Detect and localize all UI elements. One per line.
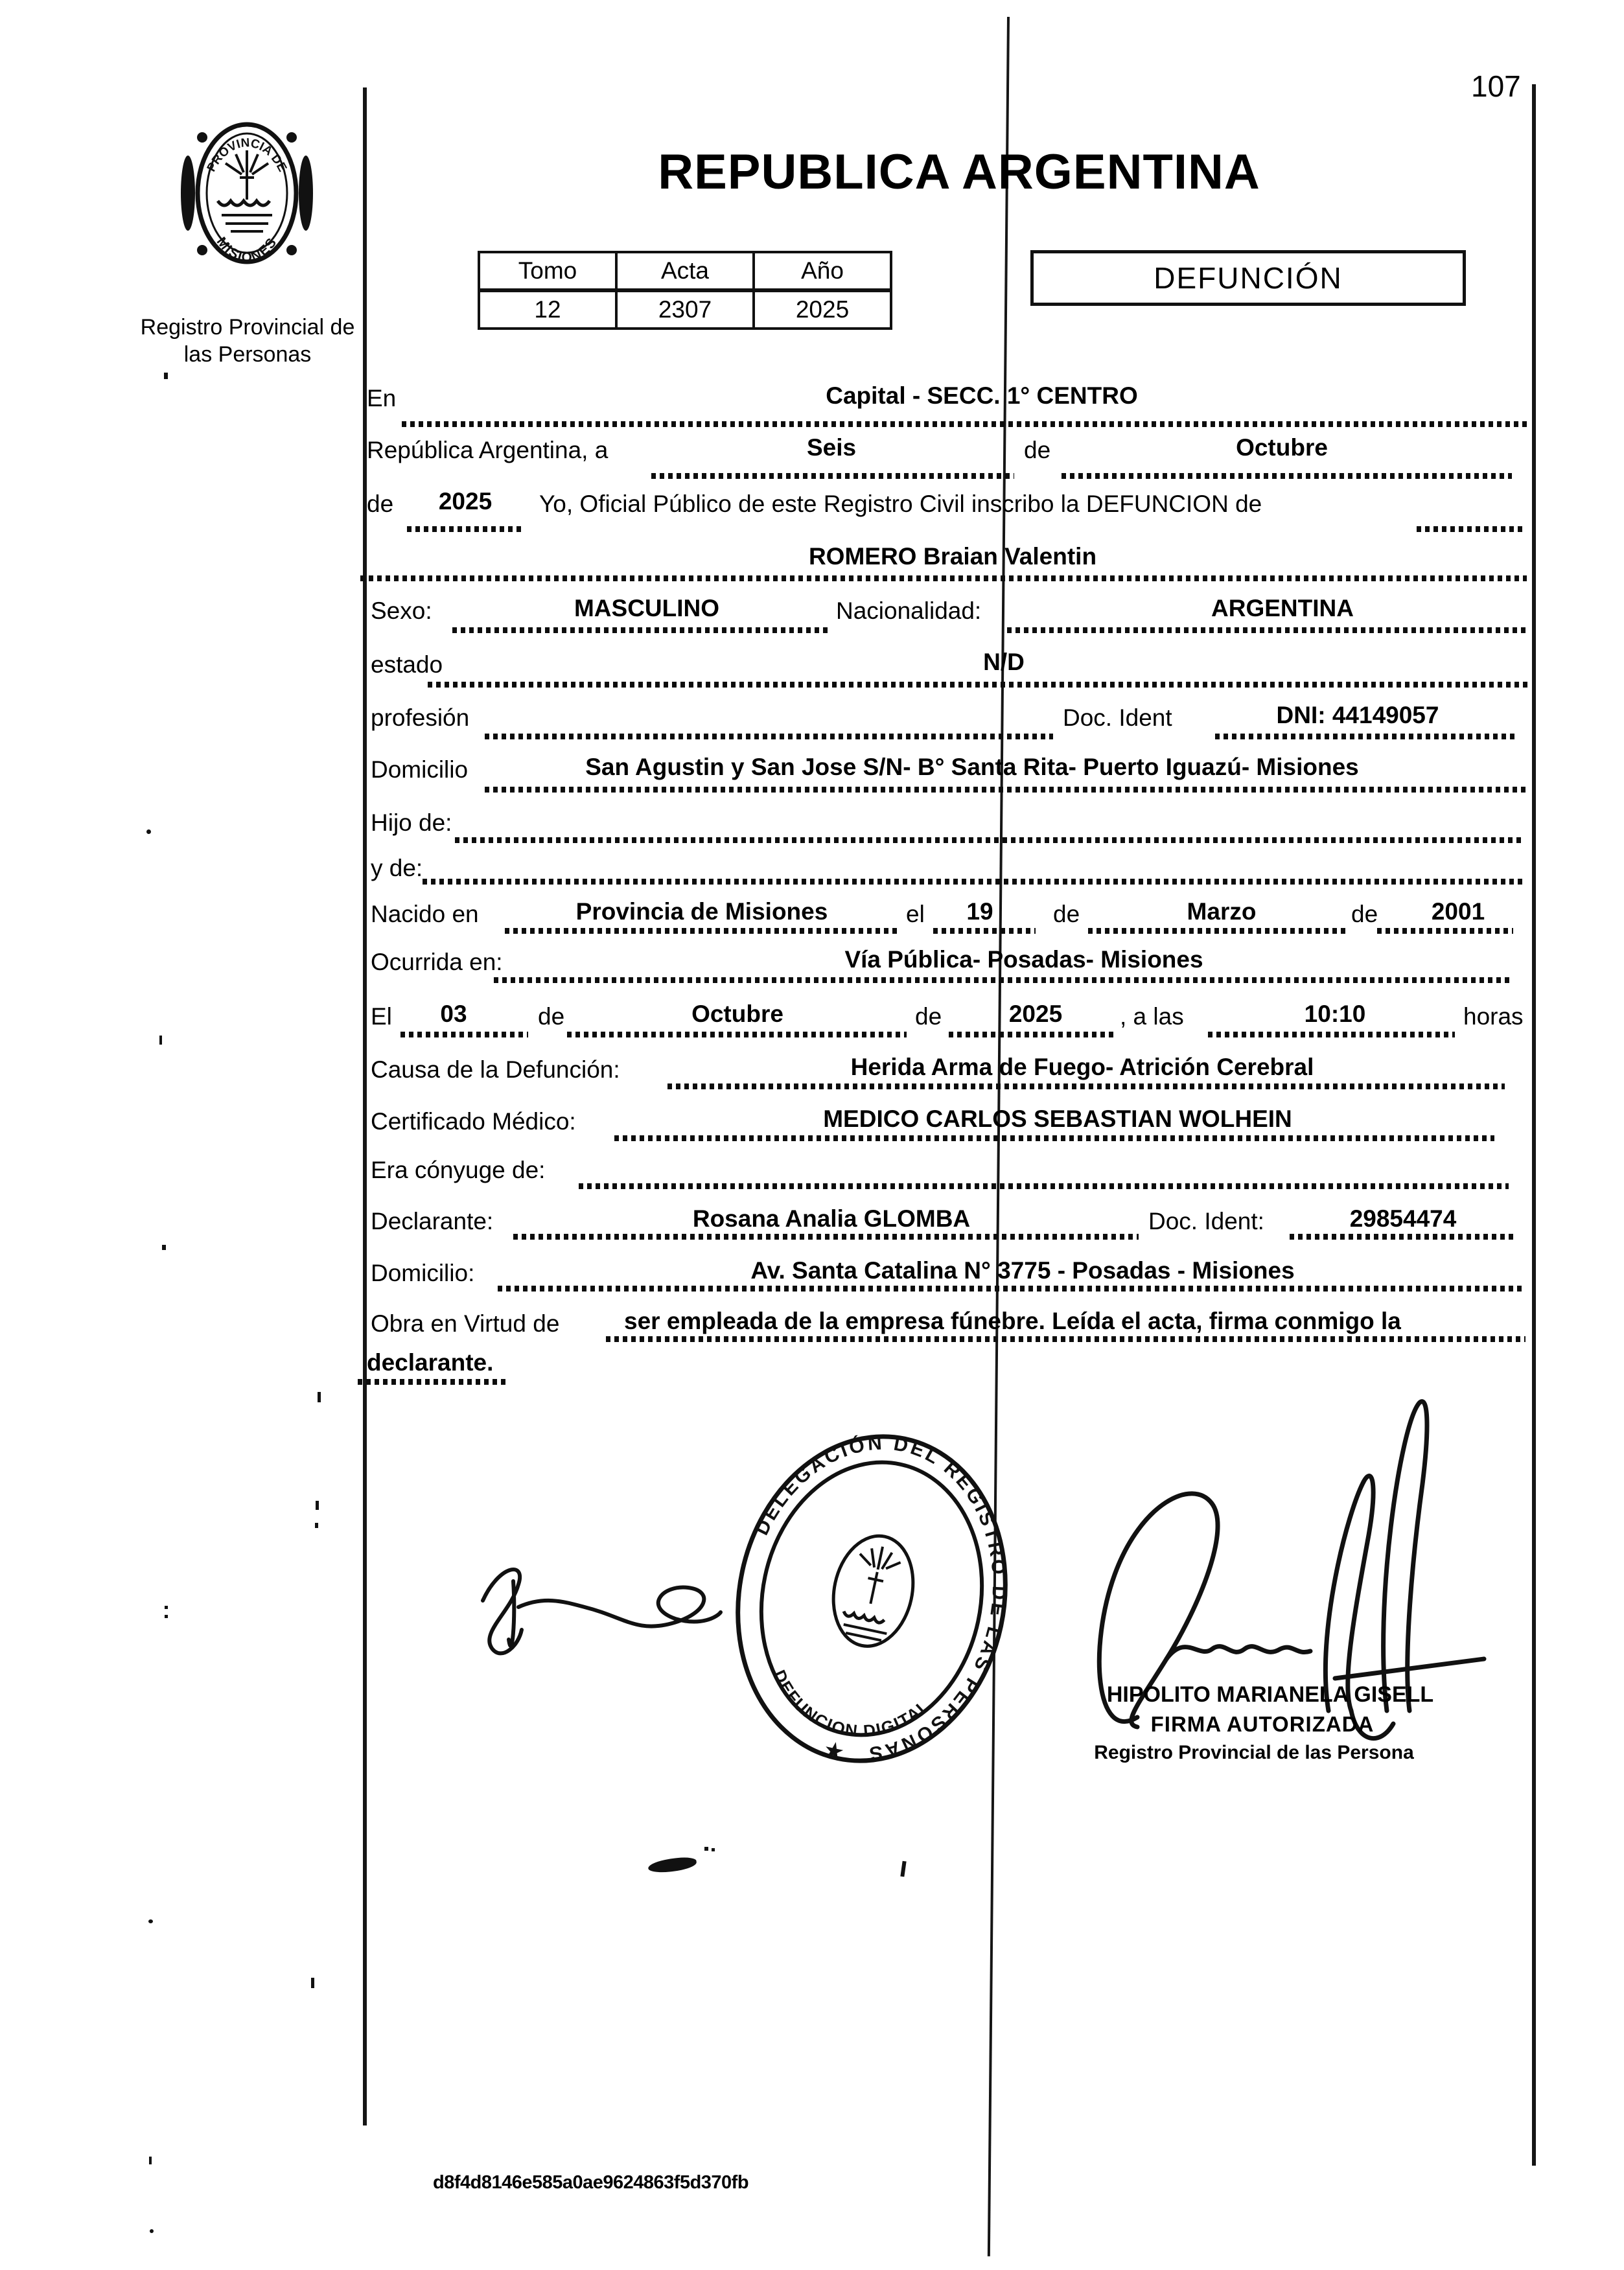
field-declarante-domicilio-value: Av. Santa Catalina N° 3775 - Posadas - Misiones <box>750 1257 1295 1284</box>
field-domicilio2-label: Domicilio: <box>371 1260 475 1286</box>
dotted-rule <box>452 627 830 633</box>
ink-speck <box>318 1392 321 1402</box>
field-death-month-value: Octubre <box>691 1001 783 1027</box>
field-deceased-name: ROMERO Braian Valentin <box>808 543 1097 570</box>
field-de5-label: de <box>538 1003 565 1030</box>
authorized-role: FIRMA AUTORIZADA <box>1150 1712 1375 1736</box>
ink-speck <box>712 1848 715 1851</box>
field-en-label: En <box>367 385 397 411</box>
letterhead-caption-line1: Registro Provincial de <box>140 315 355 340</box>
field-el1-label: el <box>906 901 925 927</box>
registry-value-tomo: 12 <box>479 290 616 329</box>
field-el2-label: El <box>371 1003 392 1030</box>
authorized-organization: Registro Provincial de las Persona <box>1094 1742 1414 1763</box>
dotted-rule <box>651 473 1014 479</box>
dotted-rule <box>1061 473 1512 479</box>
field-domicilio-label: Domicilio <box>371 756 469 783</box>
field-birth-month-value: Marzo <box>1187 898 1257 925</box>
dotted-rule <box>423 879 1524 885</box>
field-certificado-label: Certificado Médico: <box>371 1108 576 1135</box>
document-title: REPUBLICA ARGENTINA <box>658 145 1260 200</box>
ink-speck <box>704 1847 708 1851</box>
field-estado-value: N/D <box>983 649 1025 675</box>
field-birth-year-value: 2001 <box>1431 898 1485 925</box>
dotted-rule <box>498 1286 1525 1291</box>
stamp-star-icon: ★ <box>820 1735 848 1766</box>
dotted-rule <box>579 1183 1509 1189</box>
record-type-label: DEFUNCIÓN <box>1154 261 1343 295</box>
dotted-rule <box>1007 627 1529 633</box>
ink-speck <box>900 1861 906 1877</box>
registry-table-value-row <box>479 290 891 329</box>
field-sexo-label: Sexo: <box>371 597 432 624</box>
ink-speck <box>316 1501 319 1510</box>
field-obra-text: ser empleada de la empresa fúnebre. Leída el acta, firma conmigo la <box>624 1308 1401 1334</box>
provincial-seal-logo <box>180 104 314 283</box>
dotted-rule <box>1290 1234 1517 1240</box>
field-death-place-value: Vía Pública- Posadas- Misiones <box>844 946 1203 973</box>
dotted-rule <box>360 575 1527 581</box>
dotted-rule <box>1417 526 1525 532</box>
right-border-line <box>1532 84 1536 2166</box>
ink-speck <box>146 829 151 834</box>
field-declarante-value: Rosana Analia GLOMBA <box>692 1205 971 1232</box>
ink-speck <box>150 2229 154 2233</box>
field-nacido-label: Nacido en <box>371 901 479 927</box>
ink-speck <box>149 2157 152 2164</box>
dotted-rule <box>455 837 1524 843</box>
field-nacionalidad-label: Nacionalidad: <box>836 597 982 624</box>
ink-speck <box>165 1615 168 1618</box>
ink-speck <box>165 1606 168 1609</box>
registry-header-tomo: Tomo <box>479 252 616 290</box>
field-de3-label: de <box>1053 901 1080 927</box>
field-birth-place-value: Provincia de Misiones <box>575 898 828 925</box>
field-conyuge-label: Era cónyuge de: <box>371 1157 546 1183</box>
dotted-rule <box>358 1379 509 1385</box>
seal-bottom-text: MISIONES <box>213 234 281 266</box>
dotted-rule <box>407 526 524 532</box>
stamp-ring-text: DELEGACIÓN DEL REGISTRO DE LAS PERSONAS <box>750 1432 1010 1765</box>
record-type-box <box>1030 250 1466 306</box>
letterhead-caption-line2: las Personas <box>183 342 312 367</box>
field-certificado-value: MEDICO CARLOS SEBASTIAN WOLHEIN <box>823 1106 1292 1132</box>
ink-speck <box>162 1245 166 1250</box>
field-doc-ident-value: DNI: 44149057 <box>1276 702 1439 728</box>
field-month1-value: Octubre <box>1236 434 1328 461</box>
field-de6-label: de <box>915 1003 942 1030</box>
field-year1-value: 2025 <box>438 488 493 515</box>
field-domicilio-value: San Agustin y San Jose S/N- B° Santa Rita- Puerto Iguazú- Misiones <box>585 754 1359 780</box>
field-obra-text2: declarante. <box>367 1349 494 1376</box>
field-death-day-value: 03 <box>440 1001 467 1027</box>
registry-value-anio: 2025 <box>754 290 891 329</box>
ink-speck <box>311 1978 314 1988</box>
field-doc-ident-label: Doc. Ident <box>1063 704 1172 731</box>
field-causa-value: Herida Arma de Fuego- Atrición Cerebral <box>850 1054 1314 1080</box>
registry-header-anio: Año <box>754 252 891 290</box>
stamp-inner-text: DEFUNCION DIGITAL <box>769 1667 934 1741</box>
field-death-time-value: 10:10 <box>1304 1001 1366 1027</box>
dotted-rule <box>567 1032 907 1037</box>
field-sexo-value: MASCULINO <box>574 595 720 621</box>
field-obra-label: Obra en Virtud de <box>371 1310 560 1337</box>
field-place-value: Capital - SECC. 1° CENTRO <box>826 382 1138 409</box>
ink-smudge <box>647 1856 697 1874</box>
inscribe-text: Yo, Oficial Público de este Registro Civil inscribo la DEFUNCION de <box>539 491 1262 517</box>
dotted-rule <box>667 1083 1505 1089</box>
field-doc-ident2-label: Doc. Ident: <box>1148 1208 1264 1234</box>
field-birth-day-value: 19 <box>966 898 993 925</box>
dotted-rule <box>949 1032 1115 1037</box>
ink-speck <box>148 1919 153 1923</box>
dotted-rule <box>428 682 1527 688</box>
delegation-stamp <box>703 1416 1040 1782</box>
officer-signature <box>454 1542 745 1691</box>
field-horas-label: horas <box>1463 1003 1524 1030</box>
page-number: 107 <box>1471 69 1521 103</box>
field-republica-label: República Argentina, a <box>367 437 609 463</box>
dotted-rule <box>513 1234 1139 1240</box>
field-y-de-label: y de: <box>371 855 423 881</box>
document-hash: d8f4d8146e585a0ae9624863f5d370fb <box>433 2172 749 2193</box>
dotted-rule <box>400 1032 528 1037</box>
seal-center-sketch <box>218 150 272 231</box>
authorized-name: HIPOLITO MARIANELA GISELL <box>1106 1682 1434 1707</box>
seal-right-ornament <box>299 156 313 231</box>
field-de1-label: de <box>1024 437 1051 463</box>
dotted-rule <box>1088 928 1345 934</box>
dotted-rule <box>614 1135 1494 1141</box>
field-ocurrida-label: Ocurrida en: <box>371 949 503 975</box>
ink-speck <box>164 373 168 379</box>
field-day-word-value: Seis <box>806 434 857 461</box>
field-declarante-label: Declarante: <box>371 1208 494 1234</box>
dotted-rule <box>505 928 899 934</box>
dotted-rule <box>485 787 1528 793</box>
dotted-rule <box>402 421 1529 427</box>
dotted-rule <box>494 977 1511 983</box>
registry-table-header-row <box>479 252 891 290</box>
dotted-rule <box>933 928 1036 934</box>
dotted-rule <box>606 1336 1525 1342</box>
field-estado-label: estado <box>371 651 443 678</box>
dotted-rule <box>485 734 1053 739</box>
ink-speck <box>159 1036 162 1045</box>
field-profesion-label: profesión <box>371 704 470 731</box>
registry-value-acta: 2307 <box>616 290 754 329</box>
field-death-year-value: 2025 <box>1008 1001 1063 1027</box>
field-causa-label: Causa de la Defunción: <box>371 1056 620 1083</box>
field-nacionalidad-value: ARGENTINA <box>1211 595 1354 621</box>
field-de2-label: de <box>367 491 394 517</box>
field-de4-label: de <box>1351 901 1378 927</box>
field-declarante-doc-value: 29854474 <box>1349 1205 1457 1232</box>
field-hijo-de-label: Hijo de: <box>371 809 452 836</box>
dotted-rule <box>1377 928 1513 934</box>
ink-speck <box>315 1523 318 1528</box>
seal-top-text: PROVINCIA DE <box>204 136 290 174</box>
svg-text:MISIONES <box>214 235 281 265</box>
dotted-rule <box>1215 734 1517 739</box>
registry-header-acta: Acta <box>616 252 754 290</box>
field-a-las-label: , a las <box>1120 1003 1184 1030</box>
seal-left-ornament <box>181 156 195 231</box>
dotted-rule <box>1208 1032 1455 1037</box>
registry-table <box>478 251 892 330</box>
